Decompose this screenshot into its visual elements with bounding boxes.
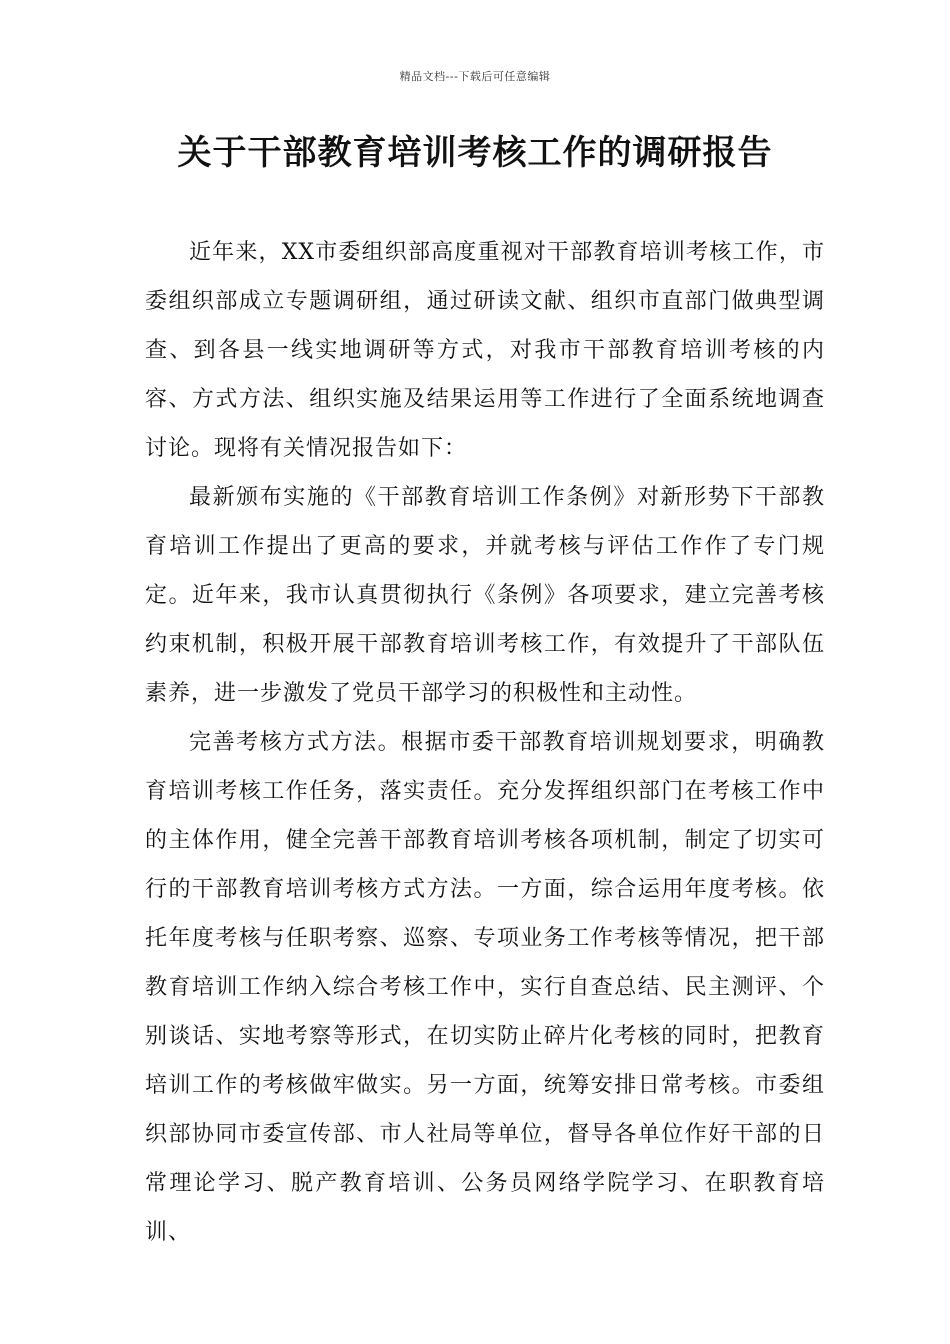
paragraph-intro: 近年来，XX市委组织部高度重视对干部教育培训考核工作，市委组织部成立专题调研组，通过研读文献、组织市直部门做典型调查、到各县一线实地调研等方式，对我市干部教育培训考核的内容、方式方法、组织实施及结果运用等工作进行了全面系统地调查讨论。现将有关情况报告如下：	[145, 240, 825, 461]
header-note: 精品文档---下载后可任意编辑	[399, 70, 551, 83]
document-title: 关于干部教育培训考核工作的调研报告	[177, 133, 773, 173]
paragraph-methods: 完善考核方式方法。根据市委干部教育培训规划要求，明确教育培训考核工作任务，落实责任。充分发挥组织部门在考核工作中的主体作用，健全完善干部教育培训考核各项机制，制定了切实可行的干部教育培训考核方式方法。一方面，综合运用年度考核。依托年度考核与任职考察、巡察、专项业务工作考核等情况，把干部教育培训工作纳入综合考核工作中，实行自查总结、民主测评、个别谈话、实地考察等形式，在切实防止碎片化考核的同时，把教育培训工作的考核做牢做实。另一方面，统筹安排日常考核。市委组织部协同市委宣传部、市人社局等单位，督导各单位作好干部的日常理论学习、脱产教育培训、公务员网络学院学习、在职教育培训、	[145, 730, 825, 1245]
paragraph-regulations: 最新颁布实施的《干部教育培训工作条例》对新形势下干部教育培训工作提出了更高的要求，并就考核与评估工作作了专门规定。近年来，我市认真贯彻执行《条例》各项要求，建立完善考核约束机制，积极开展干部教育培训考核工作，有效提升了干部队伍素养，进一步激发了党员干部学习的积极性和主动性。	[145, 485, 825, 706]
document-body	[145, 228, 825, 1257]
